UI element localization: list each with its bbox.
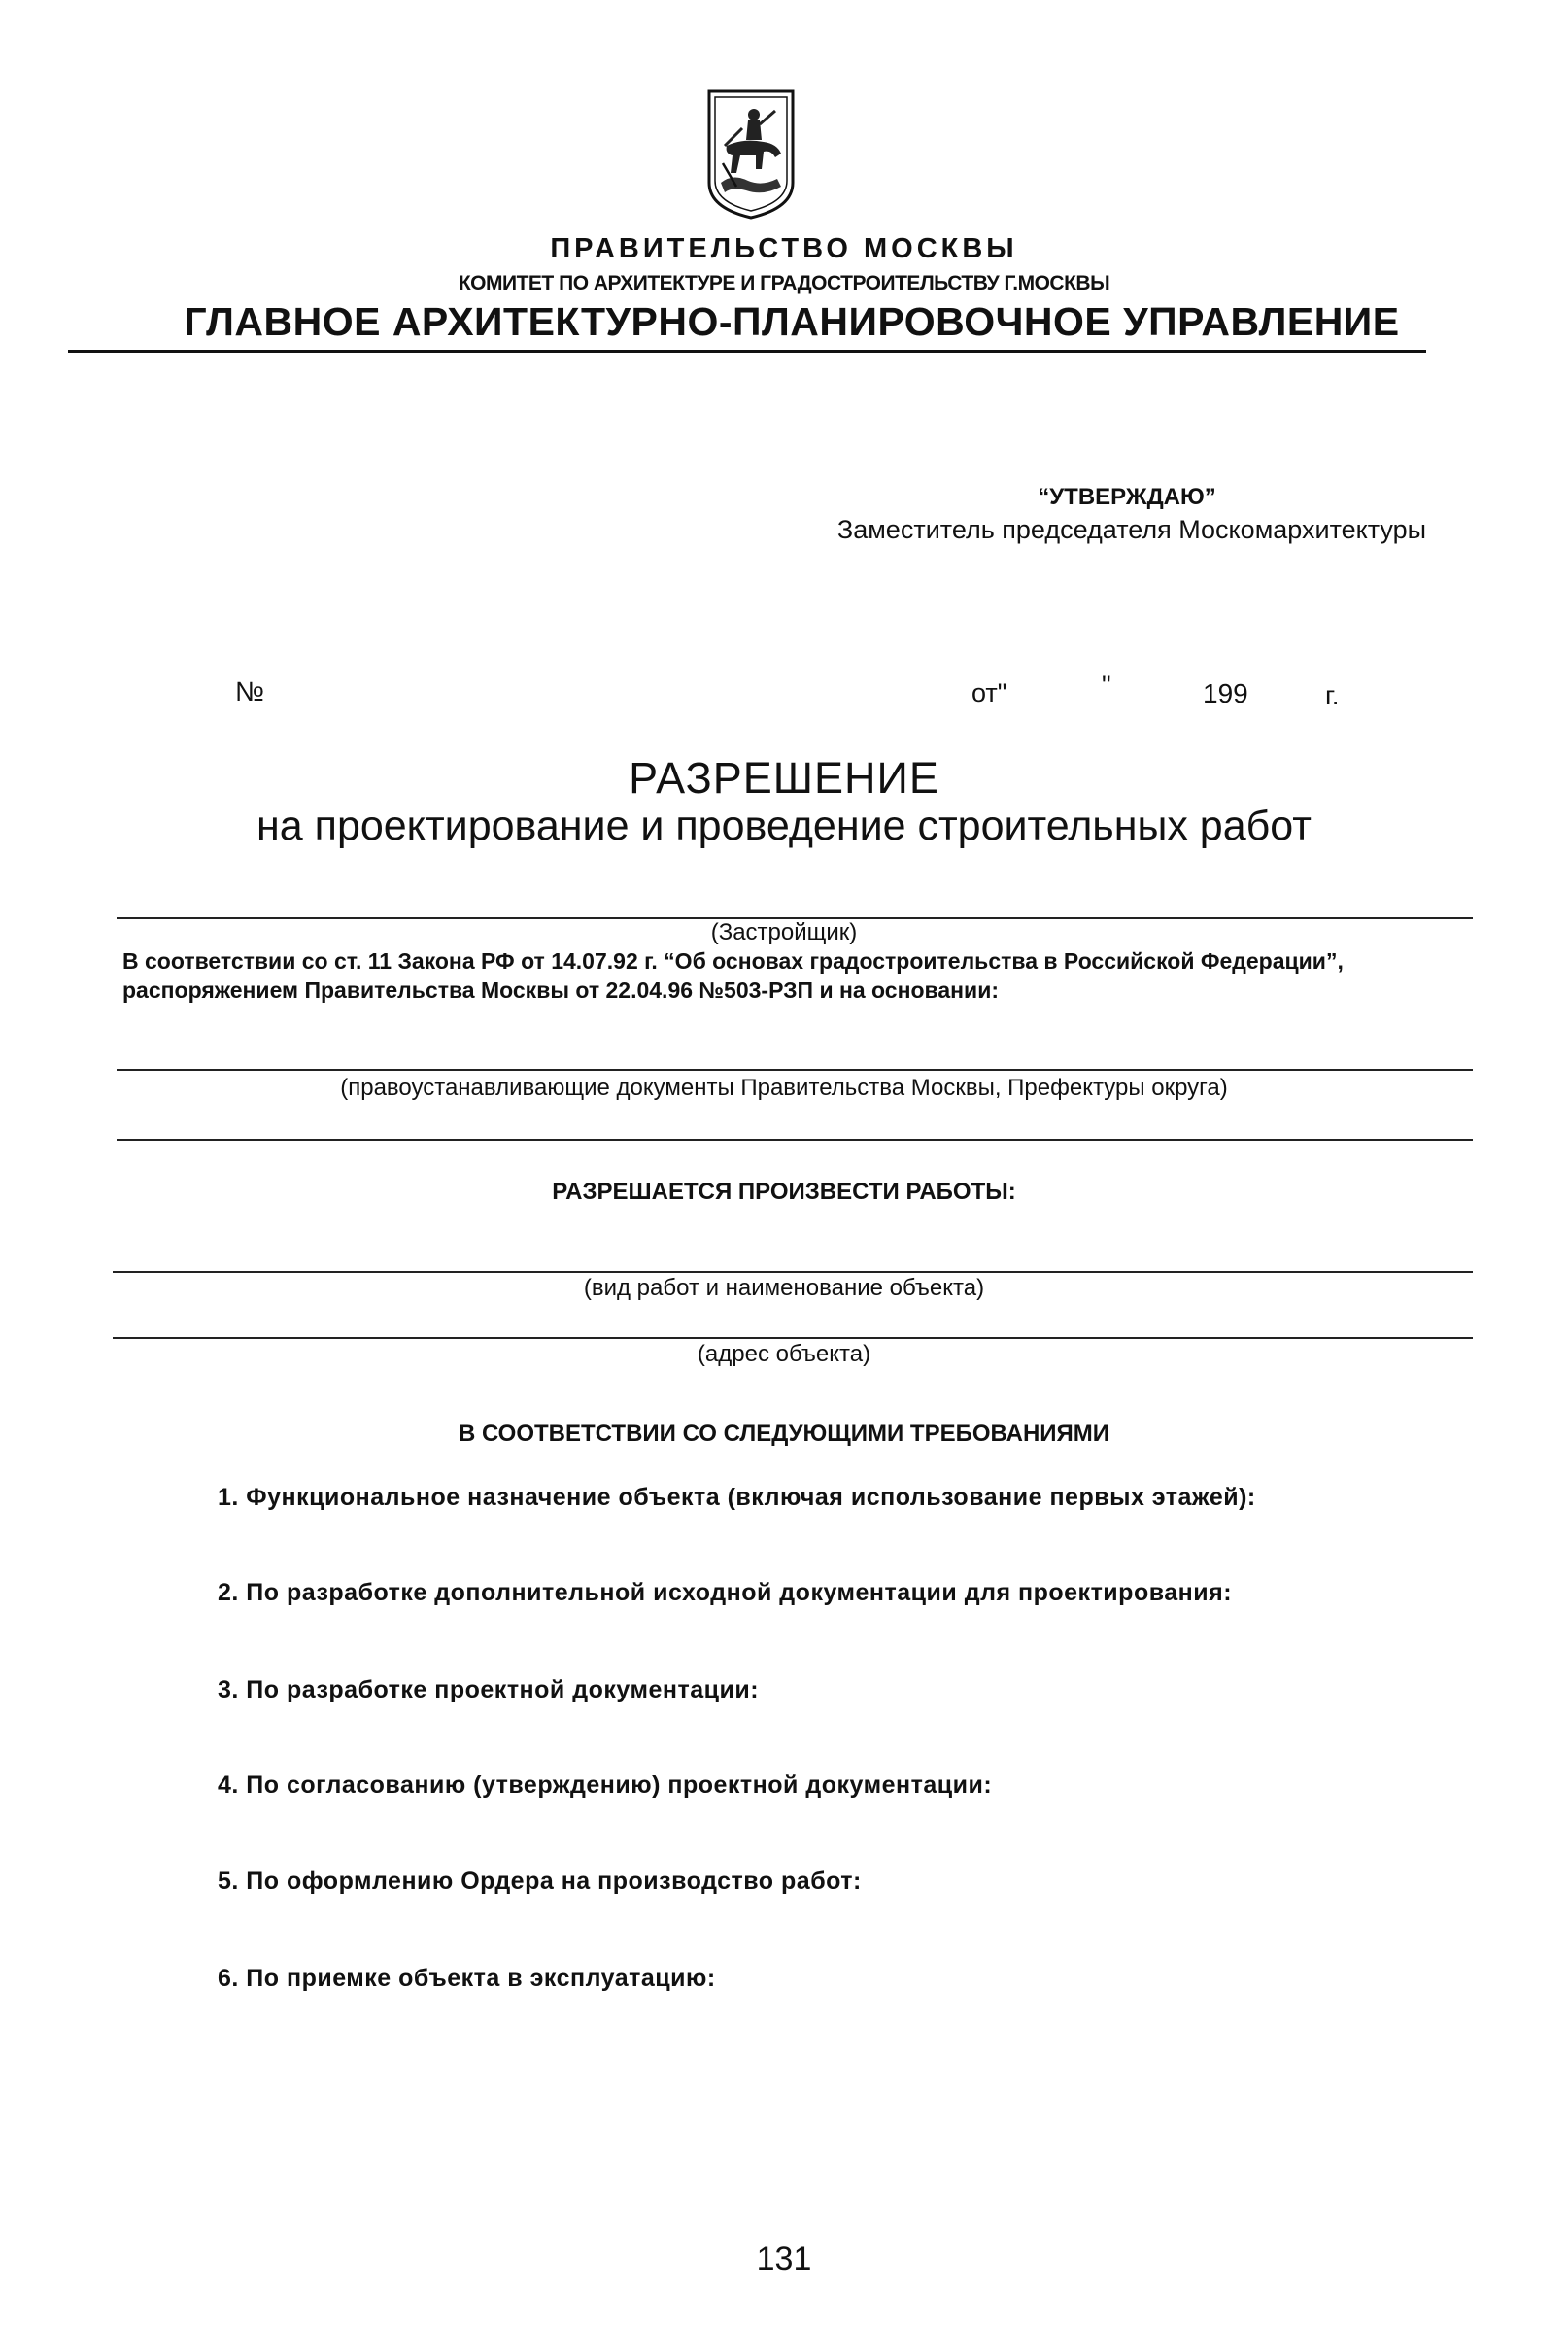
works-caption: (вид работ и наименование объекта) — [583, 1275, 985, 1301]
documents-field-line-2 — [117, 1139, 1473, 1141]
header-divider — [68, 350, 1426, 353]
developer-caption: (Застройщик) — [710, 919, 858, 945]
address-field-line — [113, 1337, 1473, 1339]
date-quote: " — [1102, 670, 1111, 700]
approval-position: Заместитель председателя Москомархитектуры — [836, 515, 1427, 544]
committee-title: КОМИТЕТ ПО АРХИТЕКТУРЕ И ГРАДОСТРОИТЕЛЬСТВУ Г.МОСКВЫ — [458, 272, 1110, 294]
moscow-coat-of-arms-icon — [703, 86, 799, 222]
approval-title: “УТВЕРЖДАЮ” — [1038, 484, 1216, 510]
documents-field-line — [117, 1069, 1473, 1071]
date-from-label: от" — [971, 678, 1007, 707]
date-year: 199 — [1203, 678, 1248, 708]
document-title: РАЗРЕШЕНИЕ — [629, 753, 939, 803]
page-number: 131 — [756, 2241, 812, 2278]
requirement-item-3: 3. По разработке проектной документации: — [218, 1676, 760, 1703]
requirement-item-5: 5. По оформлению Ордера на производство работ: — [218, 1868, 862, 1895]
requirement-item-6: 6. По приемке объекта в эксплуатацию: — [218, 1965, 716, 1992]
requirement-item-1: 1. Функциональное назначение объекта (включая использование первых этажей): — [218, 1484, 1256, 1511]
department-title: ГЛАВНОЕ АРХИТЕКТУРНО-ПЛАНИРОВОЧНОЕ УПРАВЛЕНИЕ — [184, 299, 1400, 344]
works-field-line — [113, 1271, 1473, 1273]
registration-number-label: № — [235, 676, 265, 706]
address-caption: (адрес объекта) — [697, 1341, 871, 1367]
year-suffix: г. — [1325, 680, 1340, 710]
requirement-item-2: 2. По разработке дополнительной исходной документации для проектирования: — [218, 1579, 1233, 1606]
requirement-item-4: 4. По согласованию (утверждению) проектной документации: — [218, 1771, 993, 1799]
government-title: ПРАВИТЕЛЬСТВО МОСКВЫ — [550, 233, 1018, 264]
requirements-heading: В СООТВЕТСТВИИ СО СЛЕДУЮЩИМИ ТРЕБОВАНИЯМИ — [458, 1421, 1110, 1447]
works-heading: РАЗРЕШАЕТСЯ ПРОИЗВЕСТИ РАБОТЫ: — [552, 1179, 1016, 1205]
legal-basis-text: В соответствии со ст. 11 Закона РФ от 14.07.92 г. “Об основах градостроительства в Российской Федерации”, распоряжением Правительства Москвы от 22.04.96 №503-РЗП и на основании: — [122, 948, 1344, 1003]
documents-caption: (правоустанавливающие документы Правительства Москвы, Префектуры округа) — [340, 1075, 1228, 1101]
document-subtitle: на проектирование и проведение строительных работ — [256, 803, 1312, 849]
